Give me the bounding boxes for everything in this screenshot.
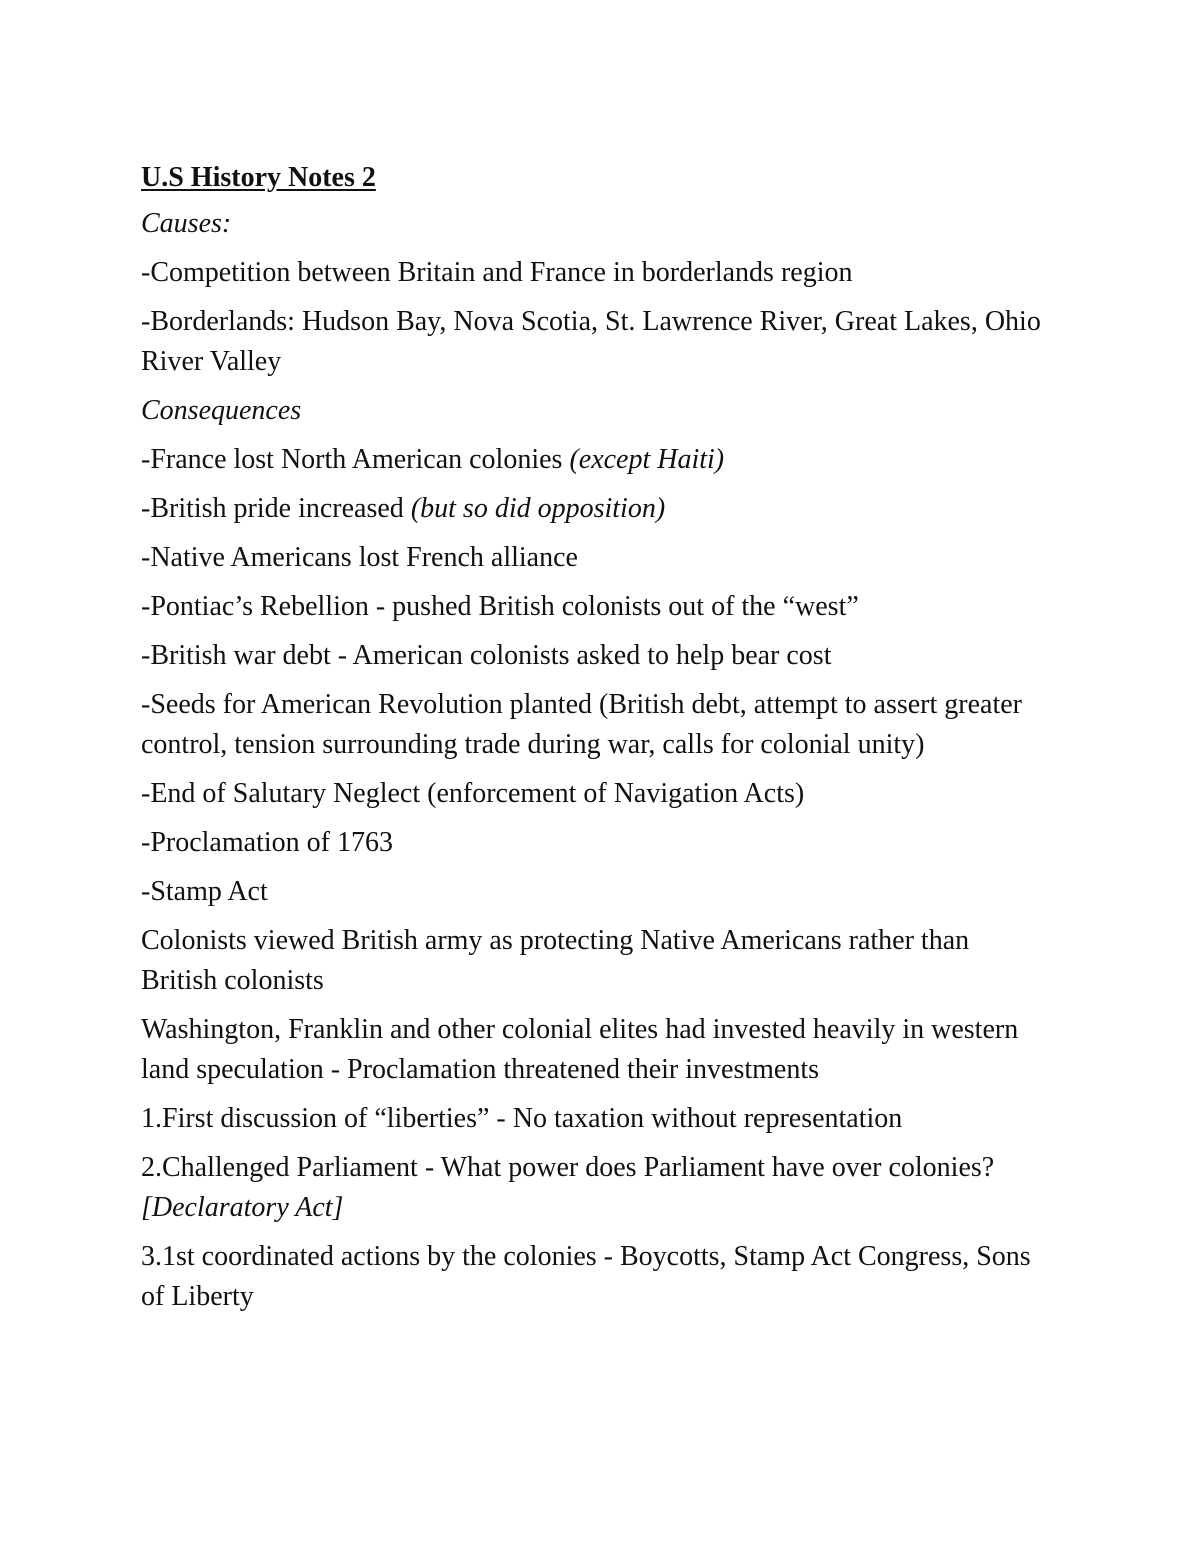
causes-heading: Causes: xyxy=(141,208,232,239)
cause-item: -Borderlands: Hudson Bay, Nova Scotia, St. Lawrence River, Great Lakes, Ohio River Valley xyxy=(141,306,1041,377)
consequence-item: -Proclamation of 1763 xyxy=(141,827,393,858)
numbered-item: 3.1st coordinated actions by the colonies - Boycotts, Stamp Act Congress, Sons of Liberty xyxy=(141,1241,1031,1312)
consequence-text: -France lost North American colonies xyxy=(141,444,570,475)
consequence-item: -Stamp Act xyxy=(141,876,268,907)
consequence-item: -British war debt - American colonists asked to help bear cost xyxy=(141,640,832,671)
body-paragraph: Washington, Franklin and other colonial elites had invested heavily in western land speculation - Proclamation threatened their investments xyxy=(141,1014,1019,1085)
consequence-text: -British pride increased xyxy=(141,493,411,524)
consequence-item: -End of Salutary Neglect (enforcement of Navigation Acts) xyxy=(141,778,805,809)
numbered-note: [Declaratory Act] xyxy=(141,1192,344,1223)
consequence-item xyxy=(141,440,1041,480)
numbered-text: 2.Challenged Parliament - What power does Parliament have over colonies? xyxy=(141,1152,995,1183)
cause-item: -Competition between Britain and France in borderlands region xyxy=(141,257,853,288)
consequence-item: -Native Americans lost French alliance xyxy=(141,542,578,573)
consequence-item: -Pontiac’s Rebellion - pushed British colonists out of the “west” xyxy=(141,591,859,622)
numbered-item xyxy=(141,1148,1041,1228)
numbered-item: 1.First discussion of “liberties” - No taxation without representation xyxy=(141,1103,903,1134)
consequence-item: -Seeds for American Revolution planted (British debt, attempt to assert greater control, tension surrounding trade during war, calls for colonial unity) xyxy=(141,689,1022,760)
consequences-heading: Consequences xyxy=(141,395,302,426)
consequence-item xyxy=(141,489,1041,529)
consequence-note: (except Haiti) xyxy=(569,444,725,475)
document-page xyxy=(141,158,1041,1326)
body-paragraph: Colonists viewed British army as protecting Native Americans rather than British colonists xyxy=(141,925,970,996)
consequence-note: (but so did opposition) xyxy=(410,493,666,524)
page-title: U.S History Notes 2 xyxy=(141,162,376,193)
